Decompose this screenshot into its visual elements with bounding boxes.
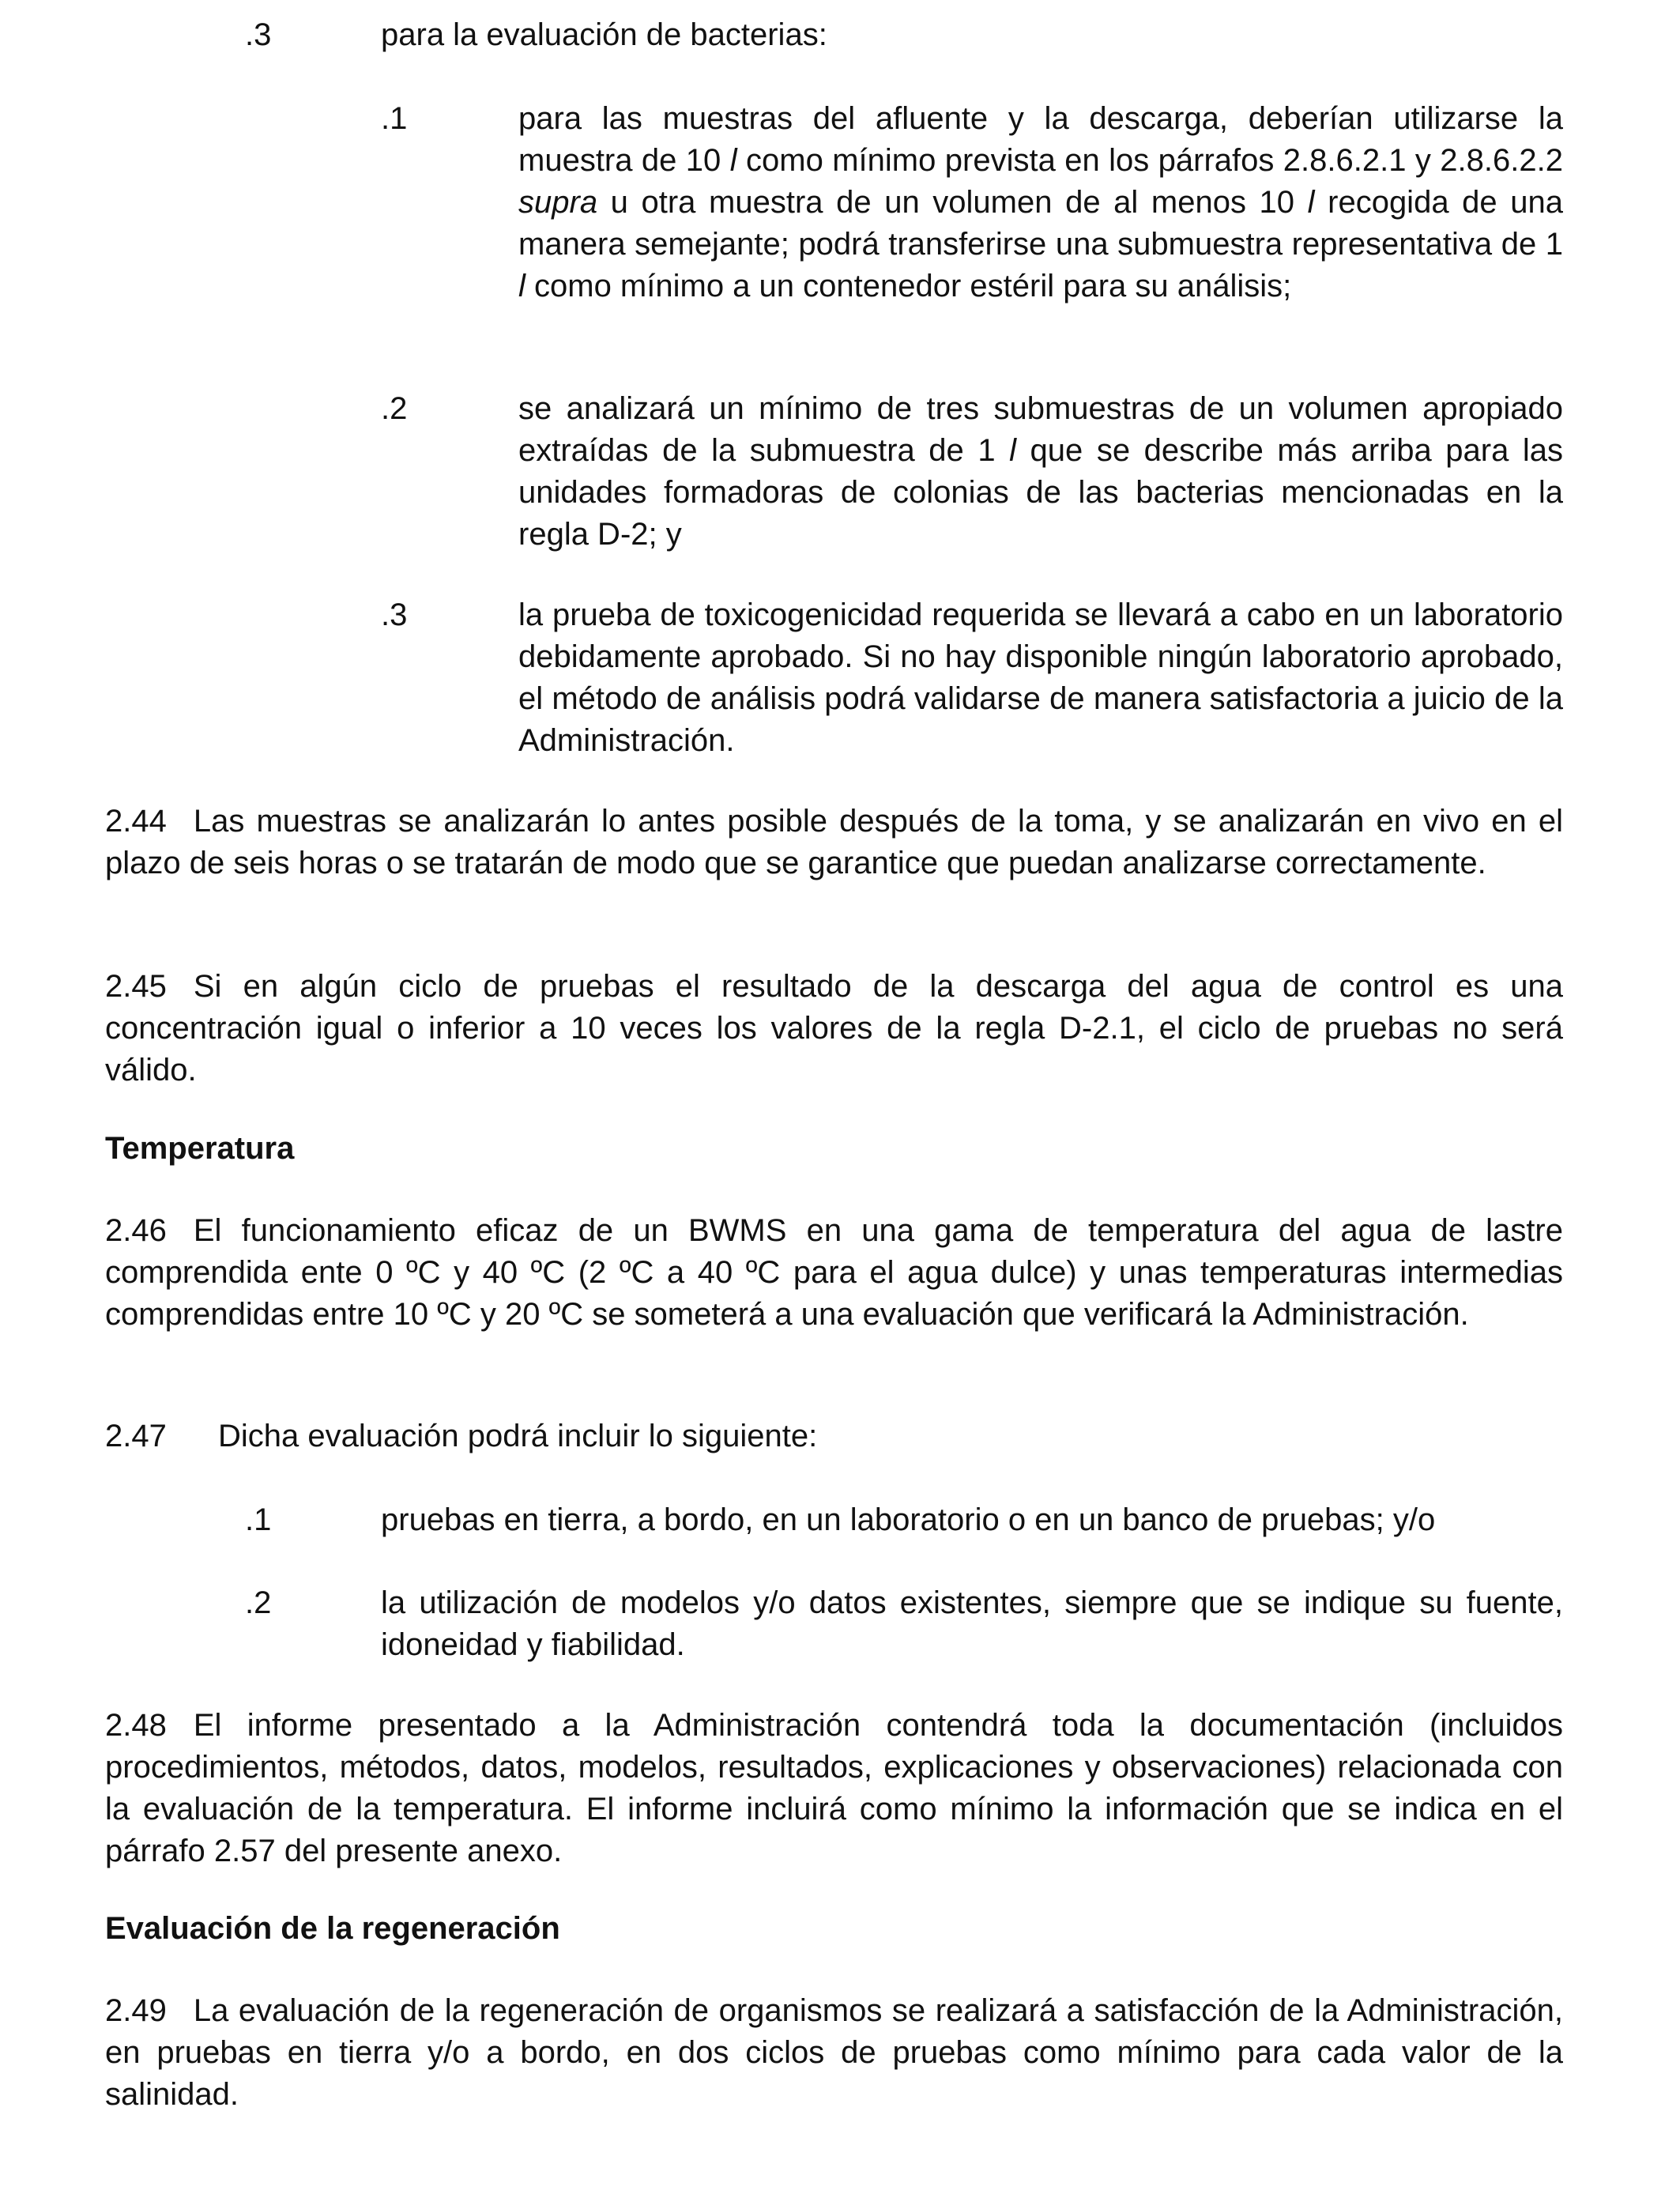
item-text: para la evaluación de bacterias: [381,17,827,52]
paragraph-text: La evaluación de la regeneración de organismos se realizará a satisfacción de la Administración, en pruebas en tierra y/o a bordo, en dos ciclos de pruebas como mínimo para cada valor de la salinidad. [105,1993,1563,2112]
paragraph-number: 2.44 [105,804,167,839]
paragraph-number: 2.48 [105,1708,167,1743]
subitem-text: la utilización de modelos y/o datos existentes, siempre que se indique su fuente, idoneidad y fiabilidad. [381,1585,1563,1662]
subitem-number: .2 [245,1585,272,1620]
paragraph-number: 2.45 [105,969,167,1004]
paragraph-2-48 [105,1705,1563,1872]
subitem-number: .3 [381,598,408,632]
paragraph-2-46 [105,1210,1563,1336]
paragraph-number: 2.47 [105,1419,167,1453]
subitem-text: pruebas en tierra, a bordo, en un laboratorio o en un banco de pruebas; y/o [381,1502,1436,1537]
paragraph-text: El funcionamiento eficaz de un BWMS en una gama de temperatura del agua de lastre comprendida ente 0 ºC y 40 ºC (2 ºC a 40 ºC para el agua dulce) y unas temperaturas intermedias comprendidas entre 10 ºC y 20 ºC se someterá a una evaluación que verificará la Administración. [105,1213,1563,1332]
subitem-number: .1 [245,1502,272,1537]
section-heading-regeneracion: Evaluación de la regeneración [105,1911,560,1946]
subitem-text: para las muestras del afluente y la descarga, deberían utilizarse la muestra de 10 l como mínimo prevista en los párrafos 2.8.6.2.1 y 2.8.6.2.2 supra u otra muestra de un volumen de al menos 10 l recogida de una manera semejante; podrá transferirse una submuestra representativa de 1 l como mínimo a un contenedor estéril para su análisis; [518,101,1563,303]
paragraph-2-49 [105,1990,1563,2116]
paragraph-number: 2.46 [105,1213,167,1248]
subitem-number: .1 [381,101,408,136]
paragraph-text: Las muestras se analizarán lo antes posible después de la toma, y se analizarán en vivo en el plazo de seis horas o se tratarán de modo que se garantice que puedan analizarse correctamente. [105,804,1563,880]
paragraph-2-44 [105,801,1563,884]
paragraph-text: El informe presentado a la Administración contendrá toda la documentación (incluidos procedimientos, métodos, datos, modelos, resultados, explicaciones y observaciones) relacionada con la evaluación de la temperatura. El informe incluirá como mínimo la información que se indica en el párrafo 2.57 del presente anexo. [105,1708,1563,1868]
subitem-text: la prueba de toxicogenicidad requerida se llevará a cabo en un laboratorio debidamente aprobado. Si no hay disponible ningún laboratorio aprobado, el método de análisis podrá validarse de manera satisfactoria a juicio de la Administración. [518,598,1563,758]
subitem-number: .2 [381,391,408,426]
paragraph-text: Si en algún ciclo de pruebas el resultado de la descarga del agua de control es una concentración igual o inferior a 10 veces los valores de la regla D-2.1, el ciclo de pruebas no será válido. [105,969,1563,1088]
subitem-text: se analizará un mínimo de tres submuestras de un volumen apropiado extraídas de la submuestra de 1 l que se describe más arriba para las unidades formadoras de colonias de las bacterias mencionadas en la regla D-2; y [518,391,1563,552]
paragraph-2-47-text: Dicha evaluación podrá incluir lo siguiente: [218,1419,818,1453]
paragraph-number: 2.49 [105,1993,167,2028]
paragraph-2-45 [105,966,1563,1091]
section-heading-temperatura: Temperatura [105,1131,295,1166]
item-number: .3 [245,17,272,52]
